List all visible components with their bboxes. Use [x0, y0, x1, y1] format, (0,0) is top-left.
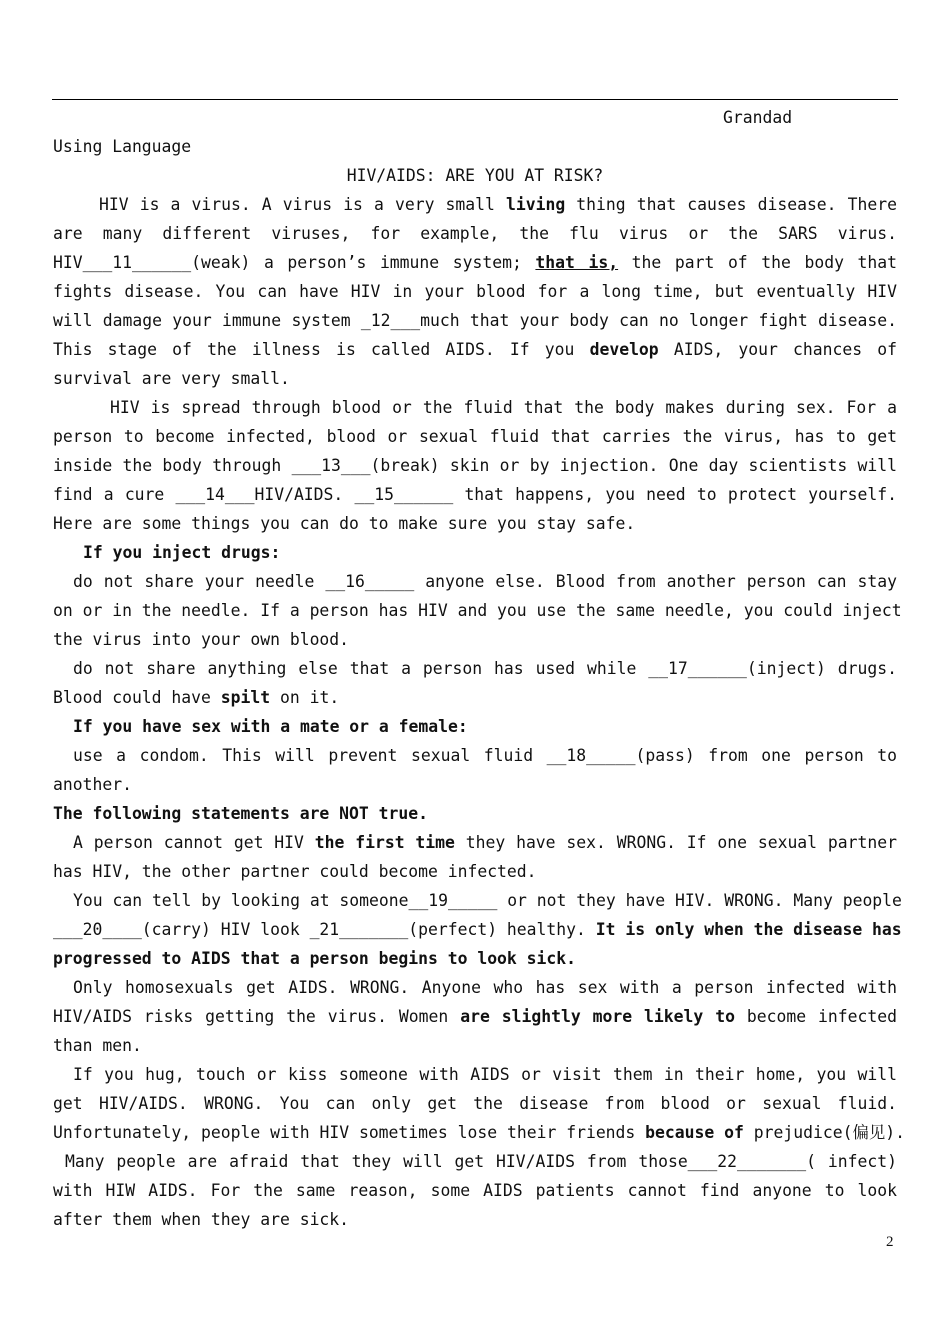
- article-title: HIV/AIDS: ARE YOU AT RISK?: [346, 166, 604, 185]
- drugs-line-3: the virus into your own blood.: [53, 630, 350, 649]
- drugs-line-2: on or in the needle. If a person has HIV and you use the same needle, you could inject: [53, 601, 902, 620]
- statement-4-line-2: get HIV/AIDS. WRONG. You can only get the disease from blood or sexual fluid.: [53, 1094, 897, 1113]
- drugs-line-5: Blood could have spilt on it.: [53, 688, 340, 707]
- p1-line-4: fights disease. You can have HIV in your blood for a long time, but eventually HIV: [53, 282, 897, 301]
- p1-line-5: will damage your immune system _12___much that your body can no longer fight disease.: [53, 311, 897, 330]
- sex-line-1: use a condom. This will prevent sexual fluid __18_____(pass) from one person to: [73, 746, 897, 765]
- drugs-line-4: do not share anything else that a person has used while __17______(inject) drugs.: [73, 659, 897, 678]
- p2-line-2: person to become infected, blood or sexual fluid that carries the virus, has to get: [53, 427, 897, 446]
- p1-line-6: This stage of the illness is called AIDS. If you develop AIDS, your chances of: [53, 340, 897, 359]
- p2-line-5: Here are some things you can do to make sure you stay safe.: [53, 514, 636, 533]
- statement-2-line-1: You can tell by looking at someone__19_____ or not they have HIV. WRONG. Many people: [73, 891, 902, 910]
- sex-line-2: another.: [53, 775, 132, 794]
- statement-4-line-1: If you hug, touch or kiss someone with AIDS or visit them in their home, you will: [73, 1065, 897, 1084]
- section-label: Using Language: [53, 137, 192, 156]
- p1-line-2: are many different viruses, for example, the flu virus or the SARS virus.: [53, 224, 897, 243]
- page-number: 2: [886, 1234, 894, 1250]
- drugs-heading: If you inject drugs:: [83, 543, 281, 562]
- statement-3-line-2: HIV/AIDS risks getting the virus. Women are slightly more likely to become infected: [53, 1007, 897, 1026]
- header-rule: [52, 99, 898, 100]
- sex-heading: If you have sex with a mate or a female:: [73, 717, 468, 736]
- statement-4-line-3: Unfortunately, people with HIV sometimes lose their friends because of prejudice(偏见).: [53, 1123, 905, 1142]
- statement-5-line-3: after them when they are sick.: [53, 1210, 350, 1229]
- statement-1-line-2: has HIV, the other partner could become infected.: [53, 862, 537, 881]
- statement-3-line-1: Only homosexuals get AIDS. WRONG. Anyone who has sex with a person infected with: [73, 978, 897, 997]
- p2-line-4: find a cure ___14___HIV/AIDS. __15______ that happens, you need to protect yourself.: [53, 485, 897, 504]
- statement-1-line-1: A person cannot get HIV the first time they have sex. WRONG. If one sexual partner: [73, 833, 897, 852]
- p2-line-1: HIV is spread through blood or the fluid that the body makes during sex. For a: [110, 398, 897, 417]
- statement-5-line-2: with HIW AIDS. For the same reason, some AIDS patients cannot find anyone to look: [53, 1181, 897, 1200]
- statement-5-line-1: Many people are afraid that they will get HIV/AIDS from those___22_______( infect): [65, 1152, 897, 1171]
- p1-line-3: HIV___11______(weak) a person’s immune system; that is, the part of the body that: [53, 253, 897, 272]
- statement-2-line-3: progressed to AIDS that a person begins to look sick.: [53, 949, 577, 968]
- p1-line-7: survival are very small.: [53, 369, 290, 388]
- header-right-text: Grandad: [723, 108, 793, 127]
- p1-line-1: HIV is a virus. A virus is a very small living thing that causes disease. There: [99, 195, 897, 214]
- statement-3-line-3: than men.: [53, 1036, 142, 1055]
- p2-line-3: inside the body through ___13___(break) skin or by injection. One day scientists will: [53, 456, 897, 475]
- drugs-line-1: do not share your needle __16_____ anyone else. Blood from another person can stay: [73, 572, 897, 591]
- statements-heading: The following statements are NOT true.: [53, 804, 428, 823]
- statement-2-line-2: ___20____(carry) HIV look _21_______(perfect) healthy. It is only when the disease has: [53, 920, 902, 939]
